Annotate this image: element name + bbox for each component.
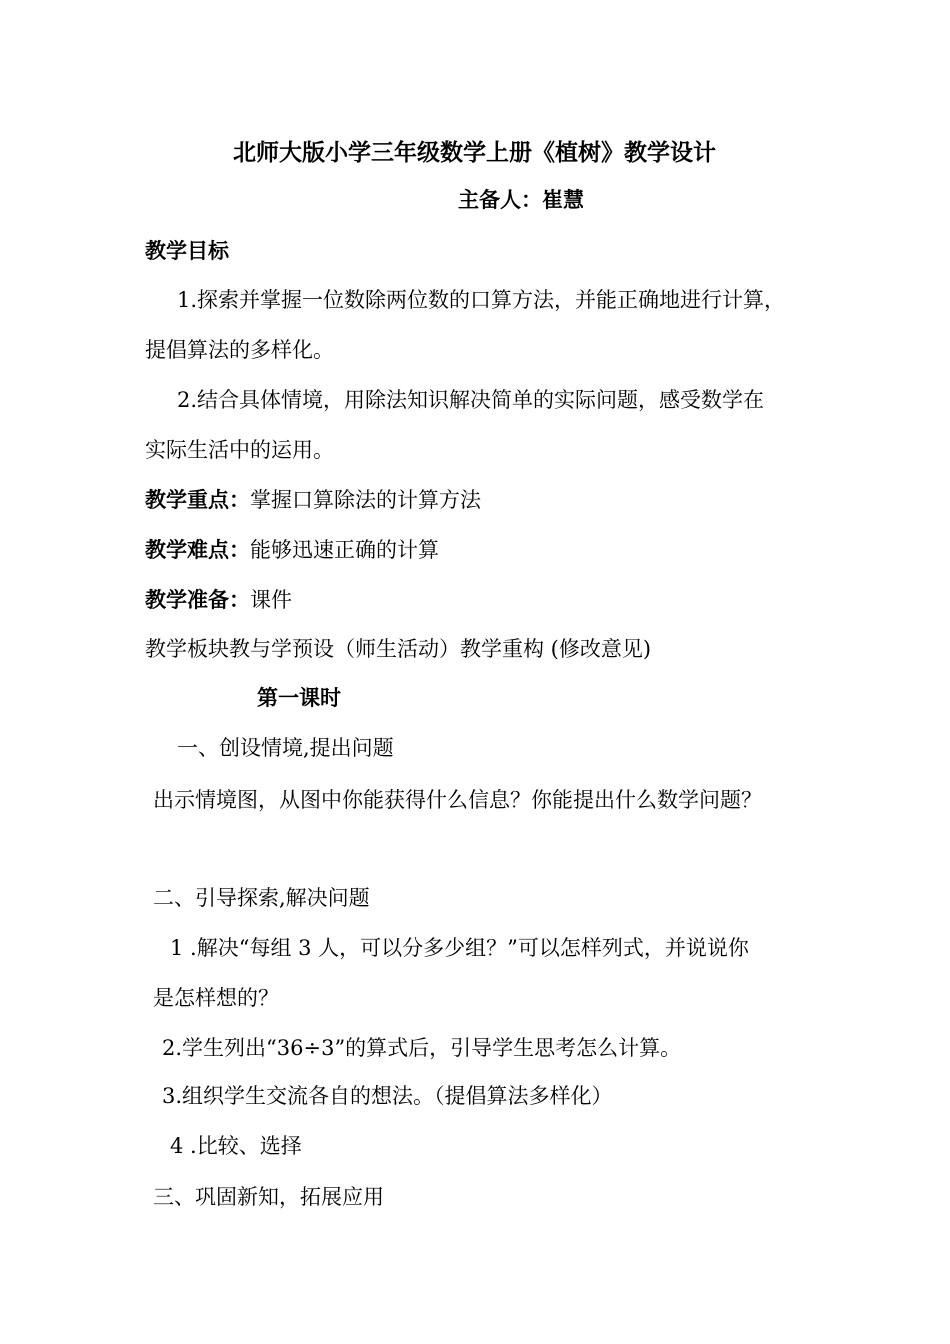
columns-line: 教学板块教与学预设（师生活动）教学重构 (修改意见) xyxy=(145,637,652,661)
section-2-step-1-line-2: 是怎样想的？ xyxy=(153,986,279,1010)
section-2-step-2: 2.学生列出“36÷3”的算式后，引导学生思考怎么计算。 xyxy=(162,1036,682,1060)
key-points-value: 掌握口算除法的计算方法 xyxy=(250,488,481,512)
objective-1-line-1: 1.探索并掌握一位数除两位数的口算方法，并能正确地进行计算， xyxy=(177,288,786,312)
objective-1-line-2: 提倡算法的多样化。 xyxy=(145,338,334,362)
section-2-step-4: 4 .比较、选择 xyxy=(170,1134,302,1158)
difficulties-label: 教学难点： xyxy=(145,537,250,562)
key-points-row xyxy=(145,486,481,514)
difficulties-value: 能够迅速正确的计算 xyxy=(250,538,439,562)
preparation-value: 课件 xyxy=(250,588,292,612)
section-1-heading: 一、创设情境,提出问题 xyxy=(177,736,394,760)
section-3-heading: 三、巩固新知，拓展应用 xyxy=(153,1185,384,1209)
preparation-row xyxy=(145,586,292,614)
objectives-heading: 教学目标 xyxy=(145,238,229,263)
section-2-step-3: 3.组织学生交流各自的想法。（提倡算法多样化） xyxy=(162,1084,613,1108)
section-1-text: 出示情境图，从图中你能获得什么信息？你能提出什么数学问题？ xyxy=(153,788,762,812)
document-title: 北师大版小学三年级数学上册《植树》教学设计 xyxy=(233,139,716,166)
difficulties-row xyxy=(145,536,439,564)
objective-2-line-1: 2.结合具体情境，用除法知识解决简单的实际问题，感受数学在 xyxy=(177,388,765,412)
key-points-label: 教学重点： xyxy=(145,487,250,512)
section-2-heading: 二、引导探索,解决问题 xyxy=(153,886,370,910)
section-2-step-1-line-1: 1 .解决“每组 3 人，可以分多少组？”可以怎样列式，并说说你 xyxy=(170,936,749,960)
preparation-label: 教学准备： xyxy=(145,587,250,612)
author-line: 主备人：崔慧 xyxy=(458,187,584,212)
objective-2-line-2: 实际生活中的运用。 xyxy=(145,438,334,462)
lesson-heading: 第一课时 xyxy=(257,685,341,710)
